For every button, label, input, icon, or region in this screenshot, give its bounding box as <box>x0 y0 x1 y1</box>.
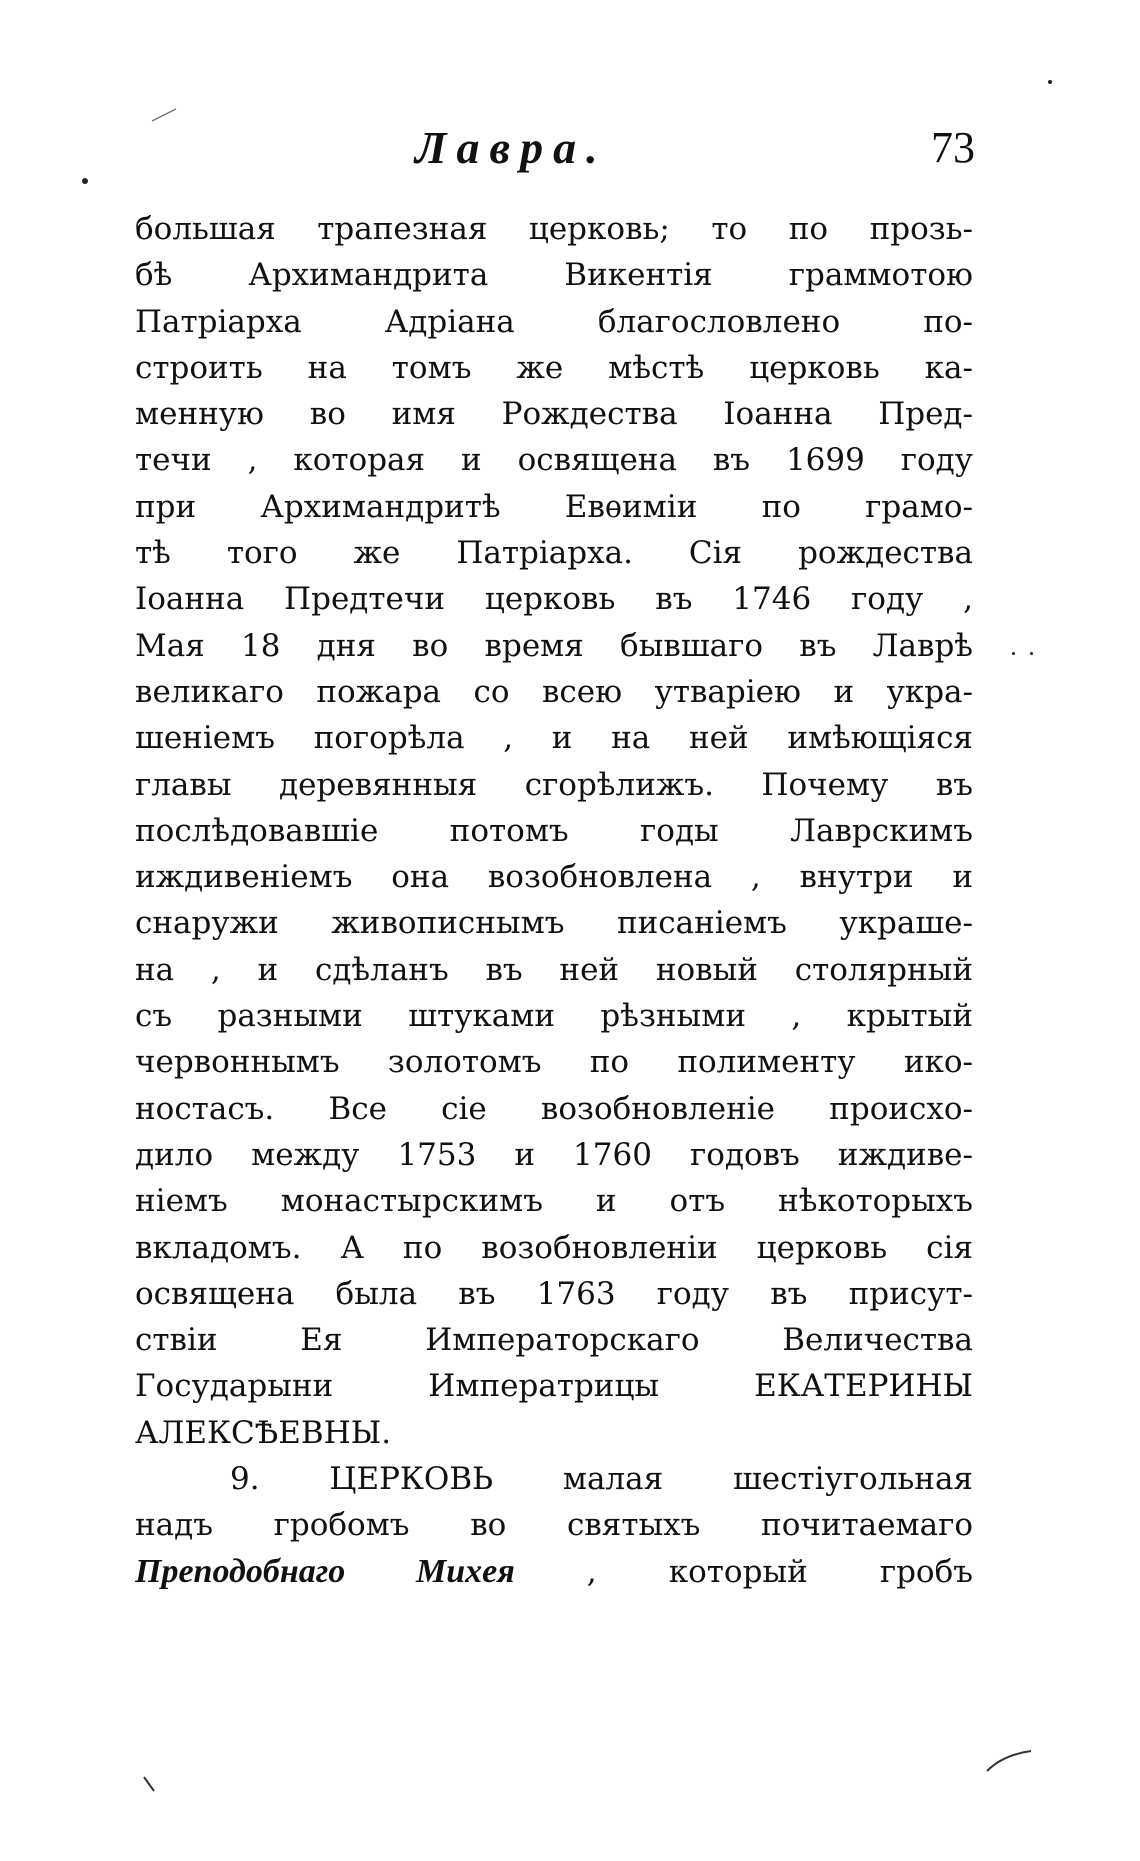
text-line: дило между 1753 и 1760 годовъ иждиве- <box>135 1136 973 1173</box>
running-title: Лавра. <box>415 122 608 173</box>
text-line: вкладомъ. А по возобновленіи церковь сія <box>135 1229 973 1266</box>
scan-scratch <box>140 1775 160 1795</box>
text-line: строить на томъ же мѣстѣ церковь ка- <box>135 349 973 386</box>
text-line: Государыни Императрицы ЕКАТЕРИНЫ <box>135 1368 973 1405</box>
scan-speck <box>82 178 88 184</box>
text-line: Патріарха Адріана благословлено по- <box>135 303 973 340</box>
text-line: бѣ Архимандрита Викентія граммотою <box>135 257 973 294</box>
text-line: при Архимандритѣ Евѳиміи по грамо- <box>135 488 973 525</box>
text-line: иждивеніемъ она возобновлена , внутри и <box>135 859 973 896</box>
text-line: ствіи Ея Императорскаго Величества <box>135 1322 973 1359</box>
text-line: на , и сдѣланъ въ ней новый столярный <box>135 951 973 988</box>
text-line: менную во имя Рождества Іоанна Пред- <box>135 396 973 433</box>
text-line: ностасъ. Все сіе возобновленіе происхо- <box>135 1090 973 1127</box>
text-line: снаружи живописнымъ писаніемъ украше- <box>135 905 973 942</box>
text-line: освящена была въ 1763 году въ присут- <box>135 1275 973 1312</box>
body-text <box>135 206 973 1595</box>
italic-name: Преподобнаго Михея <box>135 1552 515 1590</box>
text-line: послѣдовавшіе потомъ годы Лаврскимъ <box>135 812 973 849</box>
text-line: червоннымъ золотомъ по полименту ико- <box>135 1044 973 1081</box>
text-line: съ разными штуками рѣзными , крытый <box>135 998 973 1035</box>
text-line: ніемъ монастырскимъ и отъ нѣкоторыхъ <box>135 1183 973 1220</box>
text-line: АЛЕКСѢЕВНЫ. <box>135 1414 392 1451</box>
page-header <box>130 118 975 178</box>
text-line: Іоанна Предтечи церковь въ 1746 году , <box>135 581 973 618</box>
text-line: большая трапезная церковь; то по прозь- <box>135 211 973 247</box>
scan-speck <box>1012 652 1015 655</box>
text-line: Мая 18 дня во время бывшаго въ Лаврѣ <box>135 627 973 664</box>
text-line: главы деревянныя сгорѣлижъ. Почему въ <box>135 766 973 803</box>
text-line: 9. ЦЕРКОВЬ малая шестіугольная <box>230 1461 973 1498</box>
text-line: великаго пожара со всею утваріею и укра- <box>135 673 973 710</box>
scan-scratch <box>150 105 180 125</box>
scan-scratch <box>985 1745 1035 1775</box>
page-number: 73 <box>931 123 975 172</box>
text-line: шеніемъ погорѣла , и на ней имѣющіяся <box>135 720 973 757</box>
text-line: надъ гробомъ во святыхъ почитаемаго <box>135 1507 973 1544</box>
scan-speck <box>1048 80 1052 84</box>
text-line: течи , которая и освящена въ 1699 году <box>135 442 973 479</box>
scan-speck <box>1030 652 1033 655</box>
text-line: тѣ того же Патріарха. Сія рождества <box>135 535 973 572</box>
text-line-with-italic: Преподобнаго Михея , который гробъ <box>135 1552 973 1590</box>
